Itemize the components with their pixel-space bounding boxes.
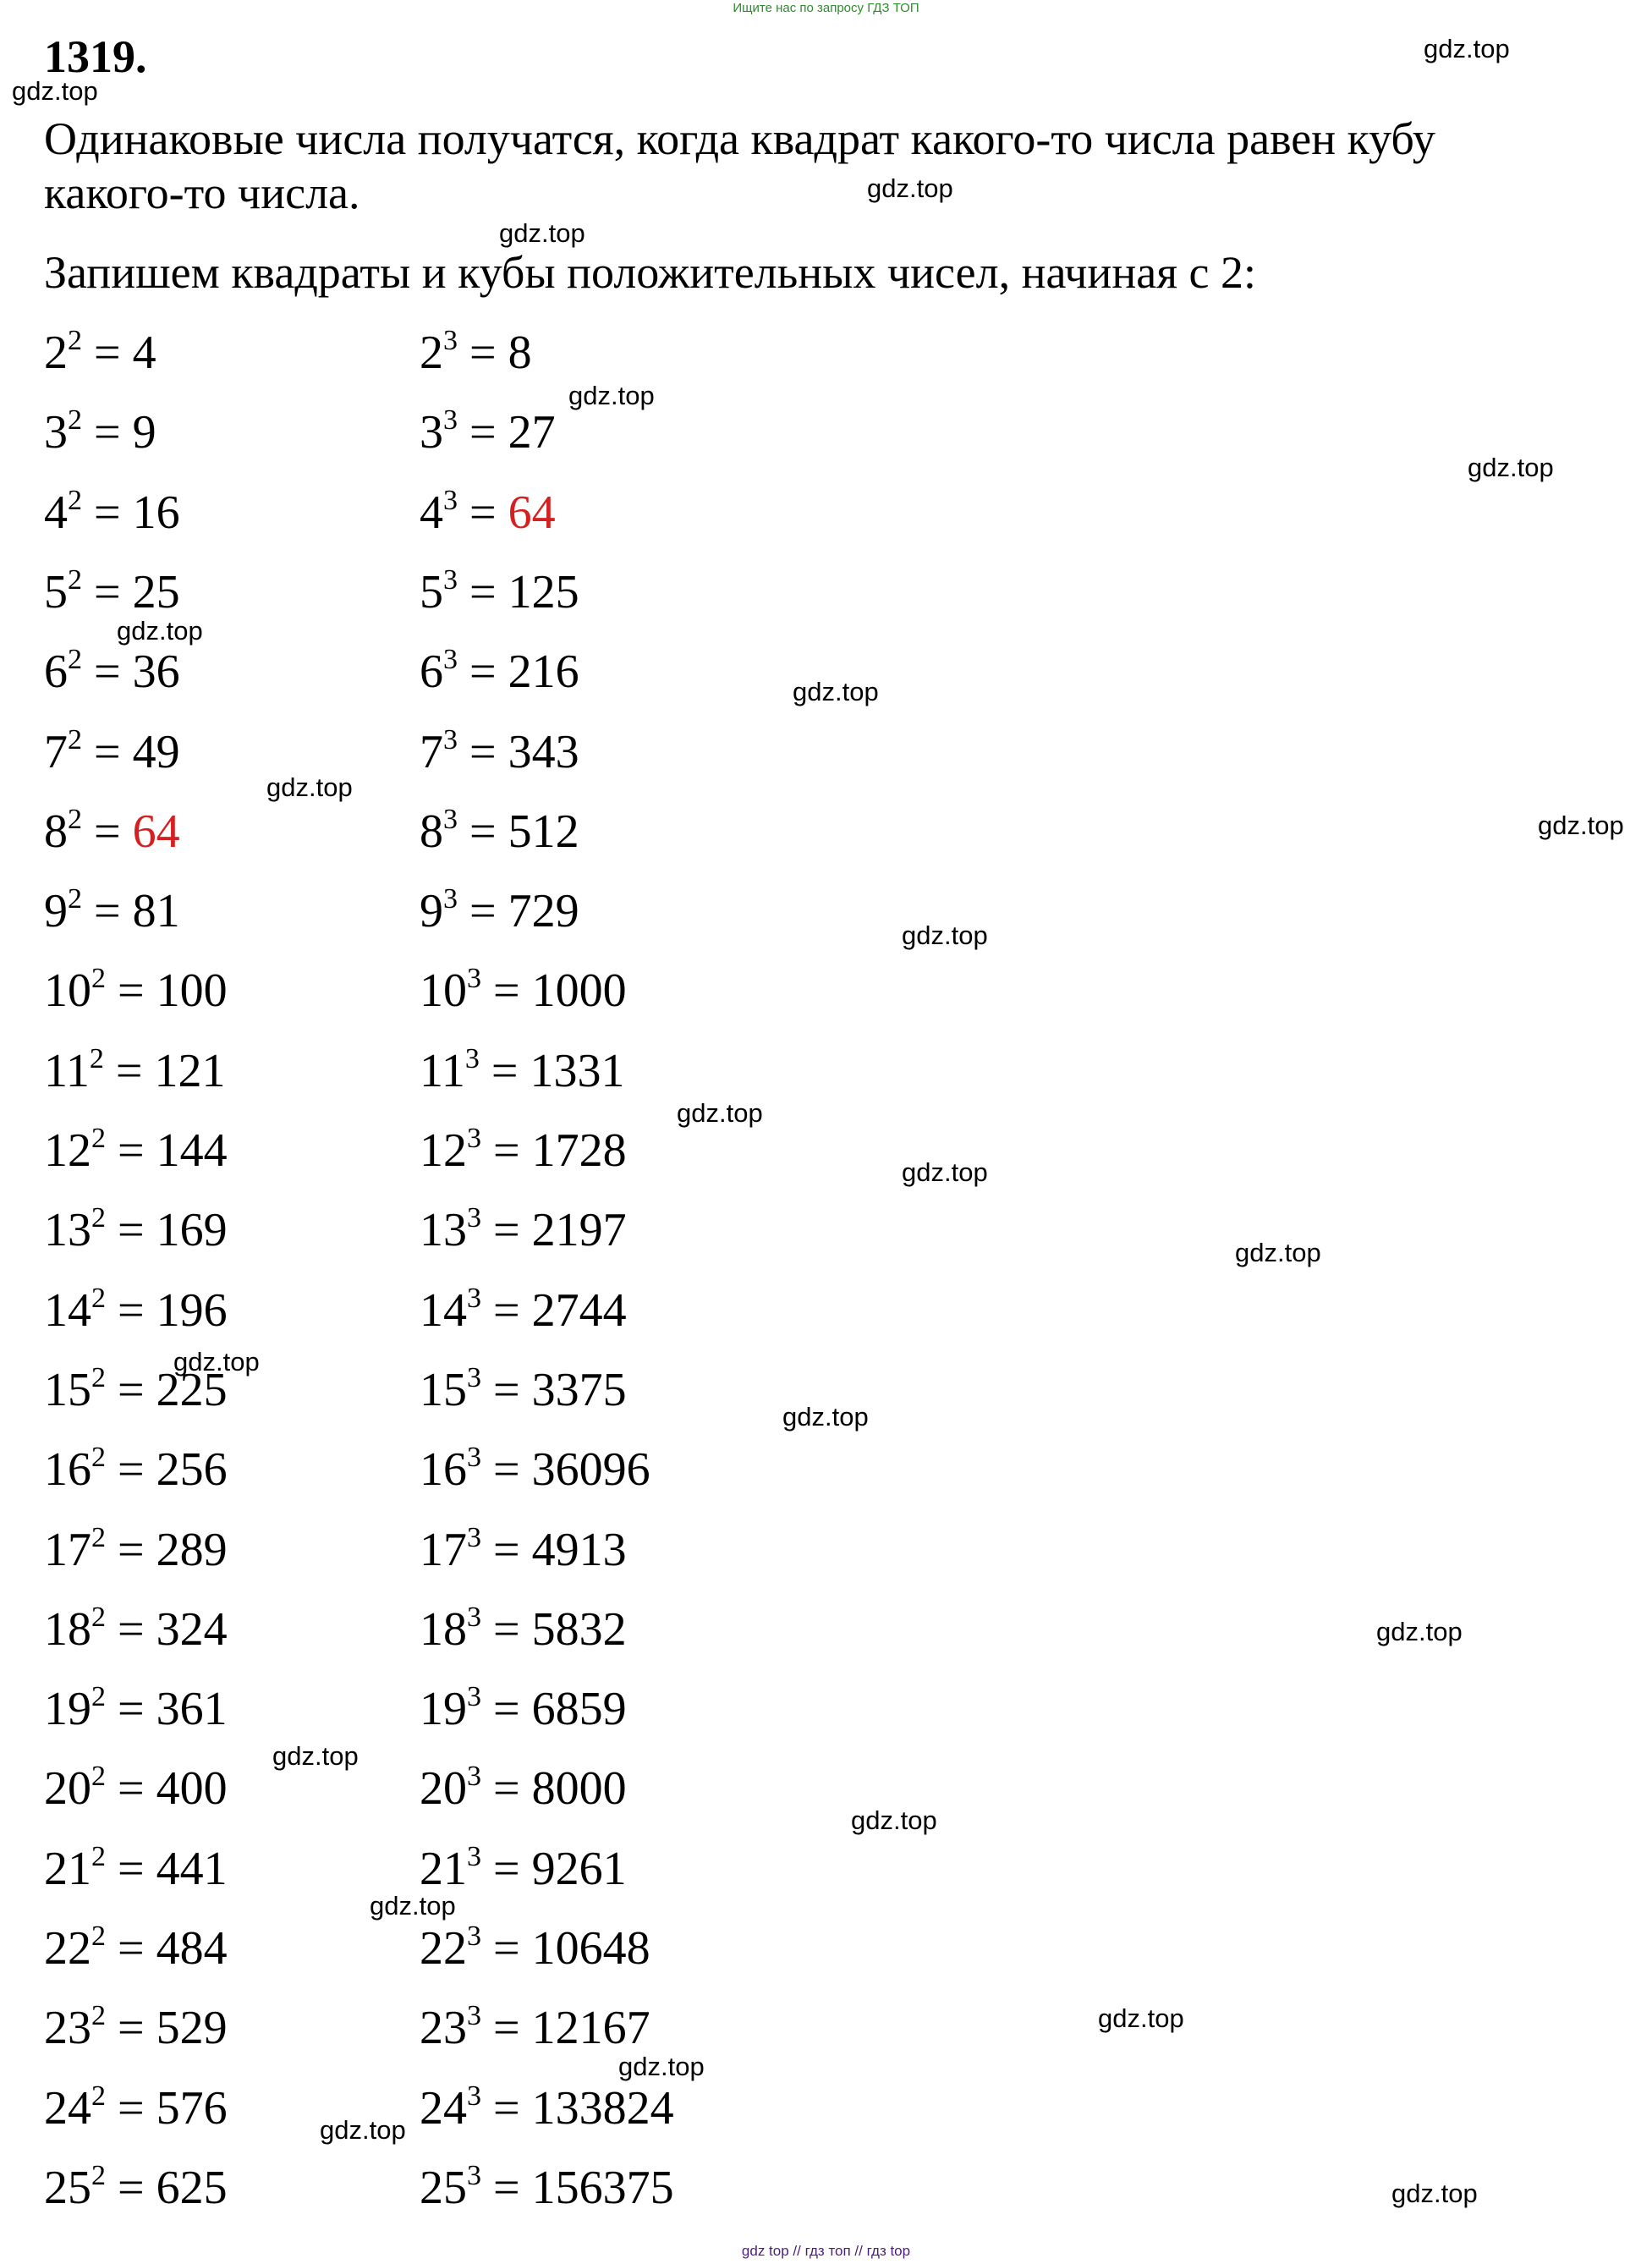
cube-equation xyxy=(420,1759,627,1825)
exponent: 3 xyxy=(443,804,458,835)
watermark: gdz.top xyxy=(266,772,353,802)
cube-equation xyxy=(420,1121,627,1187)
exponent: 3 xyxy=(467,1283,481,1314)
exponent: 3 xyxy=(443,883,458,915)
equals-sign: = xyxy=(106,2002,156,2054)
base-number: 19 xyxy=(44,1683,91,1735)
base-number: 21 xyxy=(44,1843,91,1895)
result-value: 8 xyxy=(508,327,532,379)
equals-sign: = xyxy=(458,566,508,618)
exponent: 3 xyxy=(443,724,458,756)
equals-sign: = xyxy=(106,1922,156,1975)
exponent: 3 xyxy=(467,1202,481,1234)
cube-equation xyxy=(420,483,556,549)
equals-sign: = xyxy=(82,406,133,459)
base-number: 4 xyxy=(44,486,68,539)
base-number: 14 xyxy=(420,1284,467,1337)
intro-line-1: Одинаковые числа получатся, когда квадрат какого-то числа равен кубу xyxy=(44,113,1435,164)
exponent: 3 xyxy=(467,1602,481,1633)
watermark: gdz.top xyxy=(1235,1238,1321,1267)
exponent: 2 xyxy=(91,1442,106,1473)
cube-equation xyxy=(420,1520,627,1586)
base-number: 7 xyxy=(420,726,443,778)
square-equation xyxy=(44,882,180,948)
exponent: 2 xyxy=(91,1202,106,1234)
equals-sign: = xyxy=(106,1683,156,1735)
base-number: 9 xyxy=(44,885,68,937)
watermark: gdz.top xyxy=(370,1891,456,1921)
exponent: 2 xyxy=(68,724,82,756)
base-number: 14 xyxy=(44,1284,91,1337)
exponent: 3 xyxy=(467,1522,481,1553)
base-number: 3 xyxy=(44,406,68,459)
exponent: 2 xyxy=(68,325,82,356)
exponent: 3 xyxy=(467,1921,481,1952)
equals-sign: = xyxy=(481,2002,532,2054)
square-equation xyxy=(44,1201,228,1267)
equals-sign: = xyxy=(106,1843,156,1895)
base-number: 20 xyxy=(44,1762,91,1815)
exponent: 3 xyxy=(464,1043,480,1074)
exponent: 2 xyxy=(89,1043,104,1074)
equals-sign: = xyxy=(481,1603,532,1656)
exponent: 3 xyxy=(467,963,481,994)
base-number: 13 xyxy=(44,1204,91,1256)
exponent: 2 xyxy=(91,1681,106,1712)
result-value: 169 xyxy=(156,1204,228,1256)
square-equation xyxy=(44,1679,228,1745)
equals-sign: = xyxy=(481,1762,532,1815)
equals-sign: = xyxy=(82,327,133,379)
watermark: gdz.top xyxy=(1376,1617,1463,1646)
exponent: 3 xyxy=(467,2160,481,2191)
equals-sign: = xyxy=(82,486,133,539)
square-equation xyxy=(44,961,228,1027)
equals-sign: = xyxy=(481,2082,532,2135)
result-value: 6859 xyxy=(531,1683,627,1735)
base-number: 3 xyxy=(420,406,443,459)
exponent: 2 xyxy=(91,2080,106,2112)
cube-equation xyxy=(420,802,579,868)
watermark: gdz.top xyxy=(117,616,203,646)
square-equation xyxy=(44,802,180,868)
base-number: 7 xyxy=(44,726,68,778)
cube-equation xyxy=(420,1360,627,1426)
result-value: 49 xyxy=(132,726,180,778)
base-number: 21 xyxy=(420,1843,467,1895)
cube-equation xyxy=(420,323,532,389)
exponent: 2 xyxy=(91,2000,106,2031)
equals-sign: = xyxy=(458,486,508,539)
result-value: 2197 xyxy=(531,1204,627,1256)
result-value: 81 xyxy=(132,885,180,937)
result-value: 729 xyxy=(508,885,579,937)
exponent: 2 xyxy=(68,804,82,835)
result-value: 196 xyxy=(156,1284,228,1337)
equals-sign: = xyxy=(458,726,508,778)
base-number: 6 xyxy=(420,646,443,698)
watermark: gdz.top xyxy=(1538,811,1624,840)
equals-sign: = xyxy=(106,2162,156,2214)
base-number: 20 xyxy=(420,1762,467,1815)
base-number: 5 xyxy=(420,566,443,618)
cube-equation xyxy=(420,2079,674,2145)
result-value: 36 xyxy=(132,646,180,698)
equals-sign: = xyxy=(479,1045,530,1097)
result-value: 256 xyxy=(156,1443,228,1496)
square-equation xyxy=(44,723,180,789)
exponent: 3 xyxy=(467,1681,481,1712)
base-number: 19 xyxy=(420,1683,467,1735)
cube-equation xyxy=(420,1679,627,1745)
base-number: 18 xyxy=(420,1603,467,1656)
equals-sign: = xyxy=(458,805,508,858)
exponent: 2 xyxy=(91,1283,106,1314)
cube-equation xyxy=(420,2158,674,2224)
square-equation xyxy=(44,2158,228,2224)
base-number: 8 xyxy=(44,805,68,858)
base-number: 17 xyxy=(420,1524,467,1576)
base-number: 11 xyxy=(44,1045,90,1097)
equals-sign: = xyxy=(481,2162,532,2214)
equals-sign: = xyxy=(481,1284,532,1337)
search-banner: Ищите нас по запросу ГДЗ ТОП xyxy=(733,1,919,15)
highlighted-result: 64 xyxy=(508,486,556,539)
exponent: 2 xyxy=(68,644,82,675)
result-value: 576 xyxy=(156,2082,228,2135)
cube-equation xyxy=(420,1041,625,1107)
square-equation xyxy=(44,1281,228,1347)
equals-sign: = xyxy=(106,1443,156,1496)
result-value: 2744 xyxy=(531,1284,627,1337)
equals-sign: = xyxy=(106,1124,156,1177)
result-value: 5832 xyxy=(531,1603,627,1656)
exponent: 3 xyxy=(467,1761,481,1792)
equals-sign: = xyxy=(106,2082,156,2135)
result-value: 4 xyxy=(132,327,156,379)
square-equation xyxy=(44,1520,228,1586)
result-value: 16 xyxy=(132,486,180,539)
base-number: 18 xyxy=(44,1603,91,1656)
base-number: 15 xyxy=(44,1364,91,1416)
equals-sign: = xyxy=(82,726,133,778)
square-equation xyxy=(44,2079,228,2145)
exponent: 2 xyxy=(91,1522,106,1553)
equals-sign: = xyxy=(106,964,156,1017)
exponent: 3 xyxy=(443,404,458,436)
watermark: gdz.top xyxy=(499,218,585,248)
square-equation xyxy=(44,1041,226,1107)
square-equation xyxy=(44,1839,228,1905)
equals-sign: = xyxy=(481,1124,532,1177)
base-number: 23 xyxy=(44,2002,91,2054)
result-value: 144 xyxy=(156,1124,228,1177)
square-equation xyxy=(44,1919,228,1985)
result-value: 3375 xyxy=(531,1364,627,1416)
square-equation xyxy=(44,1121,228,1187)
cube-equation xyxy=(420,723,579,789)
result-value: 121 xyxy=(154,1045,226,1097)
cube-equation xyxy=(420,1919,650,1985)
equals-sign: = xyxy=(82,885,133,937)
exponent: 2 xyxy=(68,404,82,436)
exponent: 2 xyxy=(91,1123,106,1154)
base-number: 23 xyxy=(420,2002,467,2054)
square-equation xyxy=(44,403,156,469)
exponent: 3 xyxy=(467,1362,481,1393)
cube-equation xyxy=(420,642,579,708)
equals-sign: = xyxy=(82,646,133,698)
cube-equation xyxy=(420,1600,627,1666)
result-value: 1728 xyxy=(531,1124,627,1177)
result-value: 25 xyxy=(132,566,180,618)
result-value: 512 xyxy=(508,805,579,858)
base-number: 16 xyxy=(420,1443,467,1496)
result-value: 12167 xyxy=(531,2002,650,2054)
exponent: 3 xyxy=(443,564,458,596)
problem-number: 1319. xyxy=(44,31,147,82)
equals-sign: = xyxy=(103,1045,155,1097)
result-value: 225 xyxy=(156,1364,228,1416)
result-value: 529 xyxy=(156,2002,228,2054)
exponent: 3 xyxy=(467,2000,481,2031)
result-value: 9 xyxy=(132,406,156,459)
watermark: gdz.top xyxy=(902,920,988,950)
result-value: 1000 xyxy=(531,964,627,1017)
result-value: 36096 xyxy=(531,1443,650,1496)
result-value: 625 xyxy=(156,2162,228,2214)
equals-sign: = xyxy=(82,805,133,858)
cube-equation xyxy=(420,1281,627,1347)
result-value: 10648 xyxy=(531,1922,650,1975)
result-value: 8000 xyxy=(531,1762,627,1815)
result-value: 289 xyxy=(156,1524,228,1576)
cube-equation xyxy=(420,882,579,948)
equals-sign: = xyxy=(106,1762,156,1815)
exponent: 2 xyxy=(91,1921,106,1952)
base-number: 9 xyxy=(420,885,443,937)
result-value: 216 xyxy=(508,646,579,698)
square-equation xyxy=(44,1759,228,1825)
exponent: 2 xyxy=(68,564,82,596)
result-value: 361 xyxy=(156,1683,228,1735)
watermark: gdz.top xyxy=(867,173,953,203)
watermark: gdz.top xyxy=(12,76,98,106)
square-equation xyxy=(44,483,180,549)
result-value: 125 xyxy=(508,566,579,618)
base-number: 25 xyxy=(44,2162,91,2214)
base-number: 13 xyxy=(420,1204,467,1256)
equals-sign: = xyxy=(458,327,508,379)
intro-line-2: какого-то числа. xyxy=(44,168,360,218)
intro-line-3: Запишем квадраты и кубы положительных чисел, начиная с 2: xyxy=(44,247,1257,298)
result-value: 441 xyxy=(156,1843,228,1895)
base-number: 25 xyxy=(420,2162,467,2214)
cube-equation xyxy=(420,961,627,1027)
footer-text: gdz top // гдз топ // гдз top xyxy=(741,2243,911,2259)
equals-sign: = xyxy=(458,885,508,937)
equals-sign: = xyxy=(481,1922,532,1975)
watermark: gdz.top xyxy=(902,1157,988,1187)
watermark: gdz.top xyxy=(782,1402,869,1431)
watermark: gdz.top xyxy=(320,2115,406,2145)
base-number: 11 xyxy=(420,1045,465,1097)
base-number: 12 xyxy=(420,1124,467,1177)
equals-sign: = xyxy=(106,1204,156,1256)
result-value: 27 xyxy=(508,406,556,459)
base-number: 2 xyxy=(420,327,443,379)
exponent: 2 xyxy=(91,963,106,994)
result-value: 9261 xyxy=(531,1843,627,1895)
equals-sign: = xyxy=(106,1284,156,1337)
watermark: gdz.top xyxy=(1424,34,1510,63)
exponent: 3 xyxy=(467,1123,481,1154)
equals-sign: = xyxy=(481,1683,532,1735)
result-value: 324 xyxy=(156,1603,228,1656)
base-number: 22 xyxy=(420,1922,467,1975)
result-value: 100 xyxy=(156,964,228,1017)
cube-equation xyxy=(420,403,556,469)
exponent: 2 xyxy=(91,1362,106,1393)
equals-sign: = xyxy=(481,1443,532,1496)
base-number: 12 xyxy=(44,1124,91,1177)
watermark: gdz.top xyxy=(272,1741,359,1771)
square-equation xyxy=(44,1998,228,2064)
watermark: gdz.top xyxy=(173,1347,260,1377)
base-number: 10 xyxy=(420,964,467,1017)
base-number: 24 xyxy=(44,2082,91,2135)
base-number: 5 xyxy=(44,566,68,618)
equals-sign: = xyxy=(481,1843,532,1895)
exponent: 3 xyxy=(443,644,458,675)
square-equation xyxy=(44,1440,228,1506)
watermark: gdz.top xyxy=(793,677,879,706)
exponent: 3 xyxy=(467,1841,481,1872)
result-value: 484 xyxy=(156,1922,228,1975)
exponent: 3 xyxy=(467,1442,481,1473)
base-number: 17 xyxy=(44,1524,91,1576)
watermark: gdz.top xyxy=(568,381,655,410)
base-number: 8 xyxy=(420,805,443,858)
result-value: 343 xyxy=(508,726,579,778)
exponent: 3 xyxy=(443,325,458,356)
equals-sign: = xyxy=(481,1204,532,1256)
equals-sign: = xyxy=(481,964,532,1017)
watermark: gdz.top xyxy=(851,1805,937,1835)
cube-equation xyxy=(420,1998,650,2064)
base-number: 4 xyxy=(420,486,443,539)
exponent: 2 xyxy=(91,1602,106,1633)
base-number: 15 xyxy=(420,1364,467,1416)
watermark: gdz.top xyxy=(677,1098,763,1128)
cube-equation xyxy=(420,563,579,629)
watermark: gdz.top xyxy=(1468,453,1554,482)
equals-sign: = xyxy=(106,1524,156,1576)
square-equation xyxy=(44,1600,228,1666)
exponent: 3 xyxy=(443,485,458,516)
base-number: 24 xyxy=(420,2082,467,2135)
exponent: 2 xyxy=(68,485,82,516)
exponent: 3 xyxy=(467,2080,481,2112)
equals-sign: = xyxy=(458,406,508,459)
equals-sign: = xyxy=(481,1364,532,1416)
base-number: 10 xyxy=(44,964,91,1017)
exponent: 2 xyxy=(91,1841,106,1872)
exponent: 2 xyxy=(91,2160,106,2191)
equals-sign: = xyxy=(82,566,133,618)
base-number: 6 xyxy=(44,646,68,698)
result-value: 1331 xyxy=(530,1045,625,1097)
exponent: 2 xyxy=(68,883,82,915)
result-value: 400 xyxy=(156,1762,228,1815)
base-number: 16 xyxy=(44,1443,91,1496)
square-equation xyxy=(44,642,180,708)
result-value: 133824 xyxy=(531,2082,674,2135)
watermark: gdz.top xyxy=(1098,2003,1184,2033)
equals-sign: = xyxy=(106,1364,156,1416)
equals-sign: = xyxy=(106,1603,156,1656)
result-value: 156375 xyxy=(531,2162,674,2214)
cube-equation xyxy=(420,1201,627,1267)
highlighted-result: 64 xyxy=(132,805,180,858)
equals-sign: = xyxy=(458,646,508,698)
base-number: 22 xyxy=(44,1922,91,1975)
square-equation xyxy=(44,323,156,389)
cube-equation xyxy=(420,1440,650,1506)
equals-sign: = xyxy=(481,1524,532,1576)
base-number: 2 xyxy=(44,327,68,379)
watermark: gdz.top xyxy=(1391,2179,1478,2208)
watermark: gdz.top xyxy=(618,2052,705,2081)
result-value: 4913 xyxy=(531,1524,627,1576)
exponent: 2 xyxy=(91,1761,106,1792)
